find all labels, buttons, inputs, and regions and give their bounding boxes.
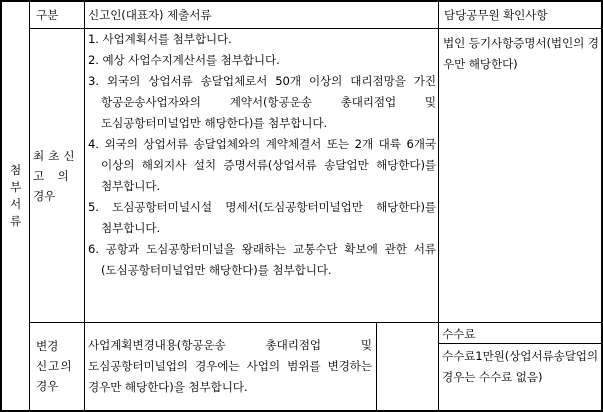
doc-item: 6. 공항과 도심공항터미널을 왕래하는 교통수단 확보에 관한 서류(도심공항터미널업만 해당한다)를 첨부합니다. <box>88 242 436 277</box>
rule-side-label <box>29 0 30 412</box>
table-border-top <box>0 0 603 2</box>
doc-item: 5. 도심공항터미널시설 명세서(도심공항터미널업만 해당한다)를 첨부합니다. <box>88 200 436 235</box>
change-docs <box>88 335 372 398</box>
rule-docs-change-mid <box>376 322 377 412</box>
side-char: 첨 <box>9 163 22 177</box>
change-category-line: 경우 <box>36 379 59 393</box>
change-category <box>36 336 84 396</box>
initial-category-line: 경우 <box>33 189 56 203</box>
officer-check: 법인 등기사항증명서(법인의 경우만 해당한다) <box>443 36 599 71</box>
change-docs-text: 사업계획변경내용(항공운송 총대리점업 및 도심공항터미널업의 경우에는 사업의 범위를 변경하는 경우만 해당한다)을 첨부합니다. <box>88 338 372 394</box>
fee-value <box>442 346 599 388</box>
initial-category-line: 고 의 <box>33 169 71 183</box>
initial-docs-list <box>88 29 436 281</box>
initial-category <box>33 146 83 206</box>
rule-fee-divider <box>439 343 601 344</box>
rule-section-divider <box>30 322 601 323</box>
side-char: 부 <box>9 180 22 194</box>
header-officer: 담당공무원 확인사항 <box>444 8 548 22</box>
side-label <box>2 2 29 410</box>
rule-category <box>84 0 85 412</box>
doc-item: 2. 예상 사업수지계산서를 첨부합니다. <box>88 53 280 67</box>
doc-item: 4. 외국의 상업서류 송달업체와의 계약체결서 또는 2개 대륙 6개국 이상의 해외지사 설치 증명서류(상업서류 송달업만 해당한다)를 첨부합니다. <box>88 137 436 193</box>
initial-category-line: 최초신 <box>33 149 79 163</box>
fee-label: 수수료 <box>442 327 476 341</box>
doc-item: 3. 외국의 상업서류 송달업체로서 50개 이상의 대리점망을 가진 항공운송사업자와의 계약서(항공운송 총대리점업 및 도심공항터미널업만 해당한다)를 첨부합니다. <box>88 74 436 130</box>
rule-docs-change-right <box>438 322 439 412</box>
header-category: 구분 <box>36 8 59 22</box>
side-char: 서 <box>9 197 22 211</box>
side-char: 류 <box>9 214 22 228</box>
change-category-line: 신고의 <box>36 359 73 373</box>
rule-docs-upper <box>438 0 439 322</box>
change-category-line: 변경 <box>36 339 59 353</box>
doc-item: 1. 사업계획서를 첨부합니다. <box>88 32 232 46</box>
side-label-text <box>2 162 29 230</box>
fee-value-text: 수수료1만원(상업서류송달업의 경우는 수수료 없음) <box>442 349 598 384</box>
header-docs: 신고인(대표자) 제출서류 <box>88 8 212 22</box>
